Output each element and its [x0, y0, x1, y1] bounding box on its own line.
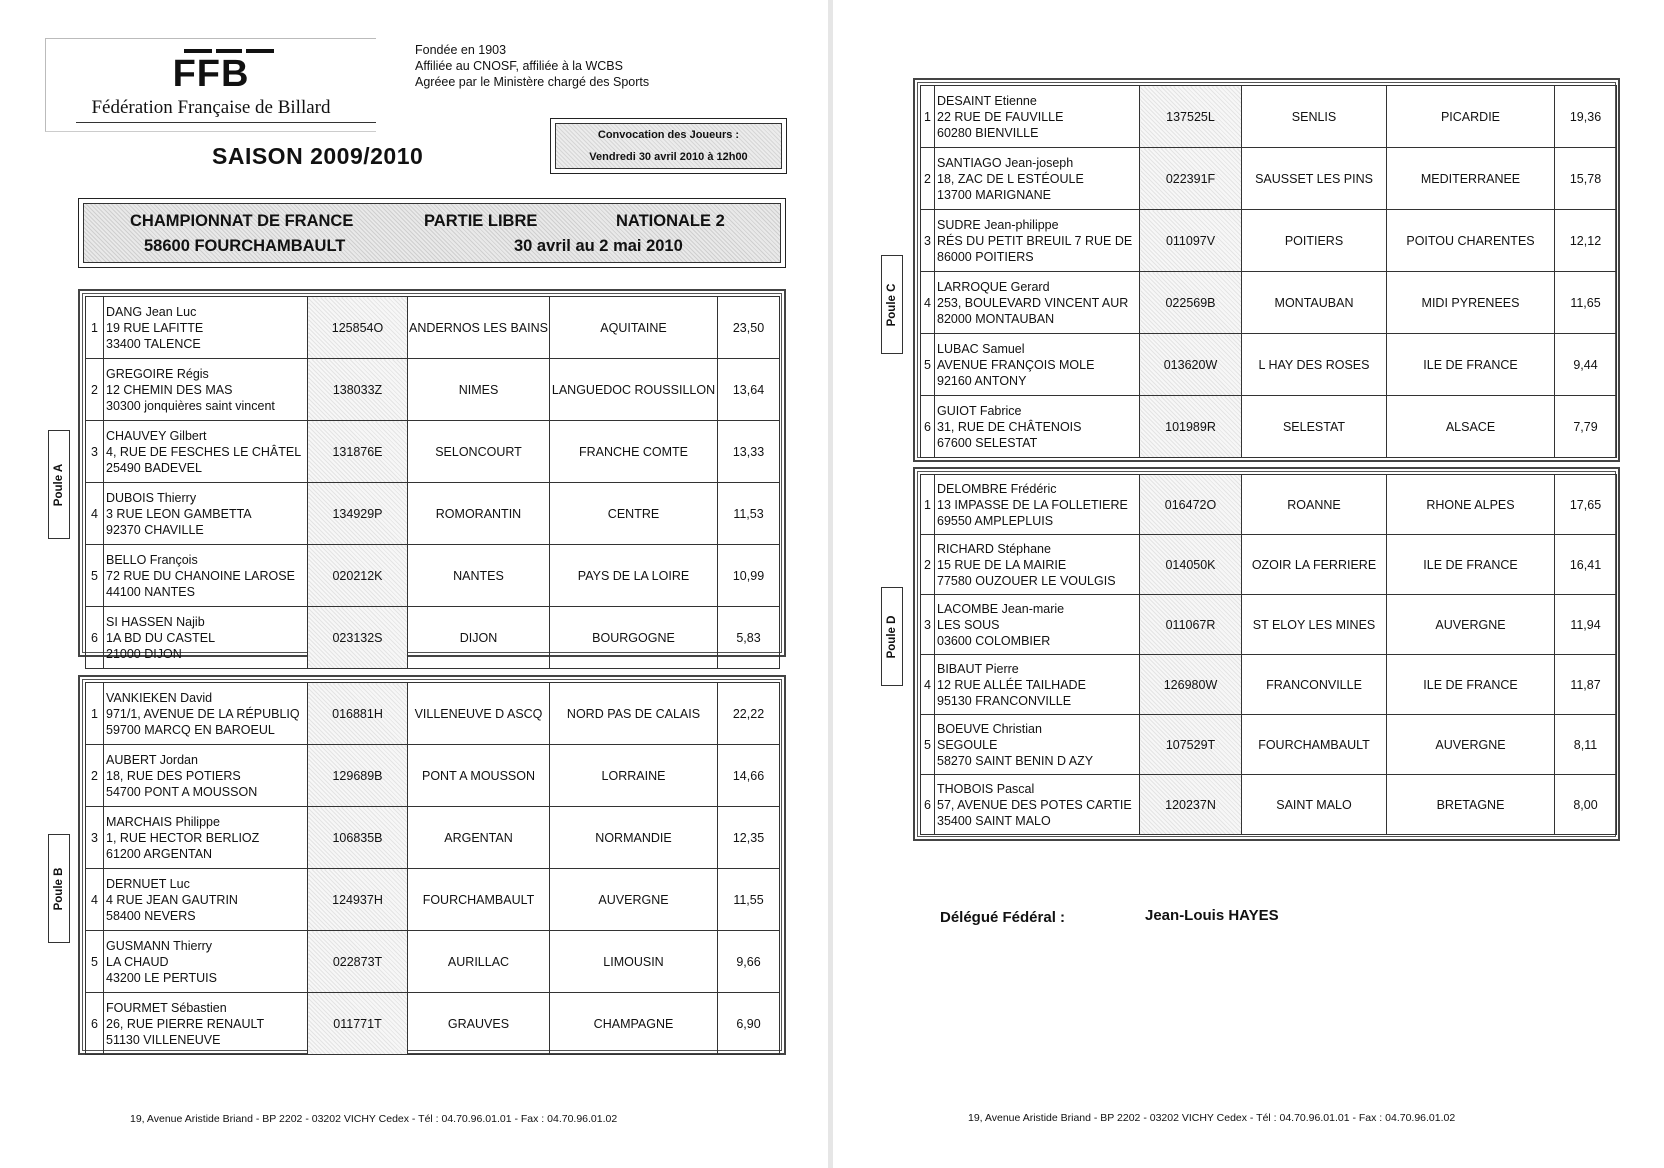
table-row: [86, 421, 780, 483]
club-name: NANTES: [408, 545, 550, 607]
club-name: FRANCONVILLE: [1242, 655, 1387, 715]
ligue-name: NORD PAS DE CALAIS: [550, 683, 718, 745]
average: 11,94: [1555, 595, 1617, 655]
player-city: 77580 OUZOUER LE VOULGIS: [937, 573, 1116, 588]
player-identity: [104, 683, 308, 745]
player-identity: [935, 272, 1140, 334]
player-name: VANKIEKEN David: [106, 690, 213, 705]
player-address: 18, RUE DES POTIERS: [106, 768, 241, 783]
player-city: 51130 VILLENEUVE: [106, 1032, 221, 1047]
player-identity: [935, 655, 1140, 715]
license-number: 023132S: [308, 607, 408, 669]
player-address: 18, ZAC DE L ESTÉOULE: [937, 171, 1084, 186]
player-number: 6: [921, 775, 935, 835]
players-table: [920, 85, 1617, 458]
club-name: ROMORANTIN: [408, 483, 550, 545]
average: 8,00: [1555, 775, 1617, 835]
player-address: 3 RUE LEON GAMBETTA: [106, 506, 252, 521]
season-title: SAISON 2009/2010: [212, 143, 424, 169]
club-name: DIJON: [408, 607, 550, 669]
info-line: Affiliée au CNOSF, affiliée à la WCBS: [415, 59, 623, 73]
player-address: RÉS DU PETIT BREUIL 7 RUE DE: [937, 233, 1133, 248]
license-number: 016881H: [308, 683, 408, 745]
average: 22,22: [718, 683, 780, 745]
average: 7,79: [1555, 396, 1617, 458]
player-name: GUIOT Fabrice: [937, 403, 1022, 418]
table-row: [921, 475, 1617, 535]
championship-banner: [78, 198, 786, 268]
player-number: 4: [921, 272, 935, 334]
license-number: 022569B: [1140, 272, 1242, 334]
player-name: LARROQUE Gerard: [937, 279, 1050, 294]
average: 8,11: [1555, 715, 1617, 775]
location: 58600 FOURCHAMBAULT: [144, 237, 346, 255]
player-city: 25490 BADEVEL: [106, 460, 202, 475]
player-identity: [935, 86, 1140, 148]
footer-address: 19, Avenue Aristide Briand - BP 2202 - 03202 VICHY Cedex - Tél : 04.70.96.01.01 - Fax : 04.70.96.01.02: [130, 1113, 618, 1125]
table-row: [921, 272, 1617, 334]
footer-address: 19, Avenue Aristide Briand - BP 2202 - 03202 VICHY Cedex - Tél : 04.70.96.01.01 - Fax : 04.70.96.01.02: [968, 1112, 1456, 1124]
player-name: SI HASSEN Najib: [106, 614, 205, 629]
license-number: 124937H: [308, 869, 408, 931]
player-number: 1: [86, 297, 104, 359]
info-line: Fondée en 1903: [415, 43, 507, 57]
table-row: [921, 334, 1617, 396]
player-identity: [104, 545, 308, 607]
player-city: 61200 ARGENTAN: [106, 846, 213, 861]
delegue-label: Délégué Fédéral :: [940, 909, 1066, 926]
player-city: 60280 BIENVILLE: [937, 125, 1039, 140]
ligue-name: AUVERGNE: [550, 869, 718, 931]
club-name: VILLENEUVE D ASCQ: [408, 683, 550, 745]
ligue-name: CENTRE: [550, 483, 718, 545]
player-city: 21000 DIJON: [106, 646, 182, 661]
convocation-label: Convocation des Joueurs :: [597, 129, 740, 141]
player-number: 5: [86, 545, 104, 607]
player-number: 3: [921, 210, 935, 272]
player-name: LACOMBE Jean-marie: [937, 601, 1065, 616]
average: 12,12: [1555, 210, 1617, 272]
player-name: THOBOIS Pascal: [937, 781, 1035, 796]
player-address: SEGOULE: [937, 737, 998, 752]
license-number: 134929P: [308, 483, 408, 545]
logo-subtitle: Fédération Française de Billard: [91, 97, 331, 118]
player-number: 4: [86, 483, 104, 545]
poule-d-table: [913, 467, 1620, 841]
ligue-name: ALSACE: [1387, 396, 1555, 458]
license-number: 013620W: [1140, 334, 1242, 396]
player-identity: [935, 535, 1140, 595]
player-name: BIBAUT Pierre: [937, 661, 1019, 676]
table-row: [921, 715, 1617, 775]
player-city: 13700 MARIGNANE: [937, 187, 1051, 202]
poule-a-table: [78, 289, 786, 661]
players-table: [920, 474, 1617, 835]
discipline: PARTIE LIBRE: [424, 212, 538, 230]
ligue-name: PICARDIE: [1387, 86, 1555, 148]
players-table: [85, 682, 780, 1055]
poule-d-label: Poule D: [881, 587, 903, 686]
player-address: LES SOUS: [937, 617, 1000, 632]
player-name: BELLO François: [106, 552, 198, 567]
player-address: 72 RUE DU CHANOINE LAROSE: [106, 568, 295, 583]
club-name: ARGENTAN: [408, 807, 550, 869]
license-number: 014050K: [1140, 535, 1242, 595]
table-row: [921, 148, 1617, 210]
player-identity: [935, 148, 1140, 210]
club-name: AURILLAC: [408, 931, 550, 993]
table-row: [86, 483, 780, 545]
player-address: 22 RUE DE FAUVILLE: [937, 109, 1064, 124]
ligue-name: ILE DE FRANCE: [1387, 655, 1555, 715]
club-name: SAINT MALO: [1242, 775, 1387, 835]
player-identity: [104, 931, 308, 993]
poule-c-table: [913, 78, 1620, 462]
poule-b-label: Poule B: [48, 834, 70, 943]
average: 9,44: [1555, 334, 1617, 396]
player-name: RICHARD Stéphane: [937, 541, 1051, 556]
player-number: 4: [86, 869, 104, 931]
player-address: 19 RUE LAFITTE: [106, 320, 204, 335]
player-address: 4 RUE JEAN GAUTRIN: [106, 892, 238, 907]
poule-b-table: [78, 675, 786, 1055]
average: 17,65: [1555, 475, 1617, 535]
club-name: SELESTAT: [1242, 396, 1387, 458]
player-identity: [104, 607, 308, 669]
championship-title: CHAMPIONNAT DE FRANCE: [130, 212, 354, 230]
ligue-name: AQUITAINE: [550, 297, 718, 359]
player-city: 67600 SELESTAT: [937, 435, 1038, 450]
license-number: 126980W: [1140, 655, 1242, 715]
convocation-date: Vendredi 30 avril 2010 à 12h00: [589, 151, 748, 163]
table-row: [921, 655, 1617, 715]
player-city: 92160 ANTONY: [937, 373, 1027, 388]
player-address: 12 CHEMIN DES MAS: [106, 382, 233, 397]
player-address: 26, RUE PIERRE RENAULT: [106, 1016, 265, 1031]
convocation-box: [550, 118, 787, 174]
player-identity: [935, 715, 1140, 775]
club-name: OZOIR LA FERRIERE: [1242, 535, 1387, 595]
table-row: [921, 595, 1617, 655]
player-name: DELOMBRE Frédéric: [937, 481, 1057, 496]
player-identity: [104, 807, 308, 869]
ligue-name: ILE DE FRANCE: [1387, 334, 1555, 396]
player-city: 30300 jonquières saint vincent: [106, 398, 275, 413]
player-name: MARCHAIS Philippe: [106, 814, 220, 829]
dates: 30 avril au 2 mai 2010: [514, 237, 683, 255]
player-city: 54700 PONT A MOUSSON: [106, 784, 258, 799]
player-name: AUBERT Jordan: [106, 752, 198, 767]
player-number: 4: [921, 655, 935, 715]
average: 14,66: [718, 745, 780, 807]
right-page: [833, 0, 1664, 1168]
player-number: 6: [86, 993, 104, 1055]
license-number: 022873T: [308, 931, 408, 993]
poule-c-label: Poule C: [881, 255, 903, 354]
ligue-name: BRETAGNE: [1387, 775, 1555, 835]
player-city: 44100 NANTES: [106, 584, 195, 599]
table-row: [86, 545, 780, 607]
player-name: FOURMET Sébastien: [106, 1000, 227, 1015]
table-row: [921, 775, 1617, 835]
player-address: 57, AVENUE DES POTES CARTIE: [937, 797, 1132, 812]
player-number: 2: [921, 535, 935, 595]
player-city: 58270 SAINT BENIN D AZY: [937, 753, 1094, 768]
player-number: 5: [921, 715, 935, 775]
average: 9,66: [718, 931, 780, 993]
ligue-name: LIMOUSIN: [550, 931, 718, 993]
average: 11,65: [1555, 272, 1617, 334]
ligue-name: NORMANDIE: [550, 807, 718, 869]
club-name: ANDERNOS LES BAINS: [408, 297, 550, 359]
license-number: 022391F: [1140, 148, 1242, 210]
player-number: 1: [921, 86, 935, 148]
table-row: [921, 86, 1617, 148]
player-name: SUDRE Jean-philippe: [937, 217, 1059, 232]
player-name: GREGOIRE Régis: [106, 366, 209, 381]
table-row: [86, 869, 780, 931]
license-number: 020212K: [308, 545, 408, 607]
club-name: ROANNE: [1242, 475, 1387, 535]
average: 5,83: [718, 607, 780, 669]
table-row: [86, 745, 780, 807]
player-city: 35400 SAINT MALO: [937, 813, 1051, 828]
player-address: AVENUE FRANÇOIS MOLE: [937, 357, 1095, 372]
player-identity: [935, 475, 1140, 535]
player-identity: [104, 483, 308, 545]
player-identity: [935, 775, 1140, 835]
table-row: [86, 993, 780, 1055]
average: 11,87: [1555, 655, 1617, 715]
player-number: 1: [86, 683, 104, 745]
license-number: 011067R: [1140, 595, 1242, 655]
license-number: 011097V: [1140, 210, 1242, 272]
average: 12,35: [718, 807, 780, 869]
player-identity: [104, 359, 308, 421]
player-number: 6: [86, 607, 104, 669]
player-number: 2: [86, 359, 104, 421]
player-identity: [935, 595, 1140, 655]
license-number: 137525L: [1140, 86, 1242, 148]
player-number: 6: [921, 396, 935, 458]
player-number: 5: [86, 931, 104, 993]
average: 19,36: [1555, 86, 1617, 148]
license-number: 138033Z: [308, 359, 408, 421]
ligue-name: ILE DE FRANCE: [1387, 535, 1555, 595]
table-row: [86, 683, 780, 745]
logo-rule: [76, 122, 376, 123]
table-row: [921, 535, 1617, 595]
ligue-name: BOURGOGNE: [550, 607, 718, 669]
table-row: [921, 210, 1617, 272]
player-address: 12 RUE ALLÉE TAILHADE: [937, 677, 1086, 692]
club-name: ST ELOY LES MINES: [1242, 595, 1387, 655]
player-name: LUBAC Samuel: [937, 341, 1025, 356]
federation-info: [415, 42, 649, 90]
player-name: CHAUVEY Gilbert: [106, 428, 207, 443]
club-name: FOURCHAMBAULT: [408, 869, 550, 931]
player-number: 1: [921, 475, 935, 535]
table-row: [86, 607, 780, 669]
ligue-name: LORRAINE: [550, 745, 718, 807]
club-name: MONTAUBAN: [1242, 272, 1387, 334]
player-number: 5: [921, 334, 935, 396]
table-row: [921, 396, 1617, 458]
club-name: SAUSSET LES PINS: [1242, 148, 1387, 210]
ligue-name: FRANCHE COMTE: [550, 421, 718, 483]
player-city: 86000 POITIERS: [937, 249, 1034, 264]
players-table: [85, 296, 780, 669]
player-address: 4, RUE DE FESCHES LE CHÂTEL: [106, 444, 302, 459]
club-name: SENLIS: [1242, 86, 1387, 148]
player-city: 92370 CHAVILLE: [106, 522, 204, 537]
level: NATIONALE 2: [616, 212, 725, 230]
license-number: 129689B: [308, 745, 408, 807]
player-address: 1A BD DU CASTEL: [106, 630, 216, 645]
player-city: 33400 TALENCE: [106, 336, 201, 351]
player-identity: [104, 421, 308, 483]
average: 13,64: [718, 359, 780, 421]
ligue-name: CHAMPAGNE: [550, 993, 718, 1055]
player-name: DESAINT Etienne: [937, 93, 1037, 108]
average: 13,33: [718, 421, 780, 483]
delegue-name: Jean-Louis HAYES: [1145, 907, 1279, 924]
player-city: 95130 FRANCONVILLE: [937, 693, 1072, 708]
ligue-name: POITOU CHARENTES: [1387, 210, 1555, 272]
ligue-name: LANGUEDOC ROUSSILLON: [550, 359, 718, 421]
license-number: 011771T: [308, 993, 408, 1055]
player-city: 59700 MARCQ EN BAROEUL: [106, 722, 275, 737]
player-address: 253, BOULEVARD VINCENT AUR: [937, 295, 1129, 310]
ligue-name: AUVERGNE: [1387, 595, 1555, 655]
player-name: DUBOIS Thierry: [106, 490, 197, 505]
player-name: SANTIAGO Jean-joseph: [937, 155, 1074, 170]
player-name: GUSMANN Thierry: [106, 938, 213, 953]
club-name: NIMES: [408, 359, 550, 421]
average: 10,99: [718, 545, 780, 607]
player-address: 31, RUE DE CHÂTENOIS: [937, 419, 1082, 434]
player-number: 3: [921, 595, 935, 655]
player-identity: [935, 334, 1140, 396]
player-identity: [104, 869, 308, 931]
average: 6,90: [718, 993, 780, 1055]
club-name: GRAUVES: [408, 993, 550, 1055]
ligue-name: MIDI PYRENEES: [1387, 272, 1555, 334]
player-number: 2: [86, 745, 104, 807]
average: 11,53: [718, 483, 780, 545]
ligue-name: PAYS DE LA LOIRE: [550, 545, 718, 607]
club-name: POITIERS: [1242, 210, 1387, 272]
player-city: 03600 COLOMBIER: [937, 633, 1051, 648]
club-name: FOURCHAMBAULT: [1242, 715, 1387, 775]
player-address: LA CHAUD: [106, 954, 169, 969]
table-row: [86, 359, 780, 421]
average: 11,55: [718, 869, 780, 931]
player-identity: [104, 745, 308, 807]
license-number: 016472O: [1140, 475, 1242, 535]
club-name: L HAY DES ROSES: [1242, 334, 1387, 396]
table-row: [86, 297, 780, 359]
club-name: PONT A MOUSSON: [408, 745, 550, 807]
player-number: 3: [86, 421, 104, 483]
player-city: 69550 AMPLEPLUIS: [937, 513, 1054, 528]
logo-text: FFB: [172, 53, 250, 95]
ligue-name: RHONE ALPES: [1387, 475, 1555, 535]
average: 16,41: [1555, 535, 1617, 595]
player-address: 1, RUE HECTOR BERLIOZ: [106, 830, 260, 845]
license-number: 131876E: [308, 421, 408, 483]
license-number: 120237N: [1140, 775, 1242, 835]
player-name: DERNUET Luc: [106, 876, 190, 891]
poule-a-label: Poule A: [48, 430, 70, 539]
player-address: 13 IMPASSE DE LA FOLLETIERE: [937, 497, 1128, 512]
player-identity: [104, 297, 308, 359]
player-city: 43200 LE PERTUIS: [106, 970, 217, 985]
player-identity: [935, 210, 1140, 272]
player-identity: [935, 396, 1140, 458]
player-number: 2: [921, 148, 935, 210]
ligue-name: AUVERGNE: [1387, 715, 1555, 775]
player-identity: [104, 993, 308, 1055]
club-name: SELONCOURT: [408, 421, 550, 483]
player-city: 82000 MONTAUBAN: [937, 311, 1055, 326]
license-number: 125854O: [308, 297, 408, 359]
table-row: [86, 931, 780, 993]
player-name: DANG Jean Luc: [106, 304, 197, 319]
ffb-logo: [45, 38, 376, 132]
player-number: 3: [86, 807, 104, 869]
average: 15,78: [1555, 148, 1617, 210]
player-city: 58400 NEVERS: [106, 908, 196, 923]
license-number: 101989R: [1140, 396, 1242, 458]
player-name: BOEUVE Christian: [937, 721, 1042, 736]
table-row: [86, 807, 780, 869]
license-number: 106835B: [308, 807, 408, 869]
info-line: Agréee par le Ministère chargé des Sports: [415, 75, 650, 89]
average: 23,50: [718, 297, 780, 359]
player-address: 971/1, AVENUE DE LA RÉPUBLIQ: [106, 706, 300, 721]
license-number: 107529T: [1140, 715, 1242, 775]
ligue-name: MEDITERRANEE: [1387, 148, 1555, 210]
player-address: 15 RUE DE LA MAIRIE: [937, 557, 1067, 572]
